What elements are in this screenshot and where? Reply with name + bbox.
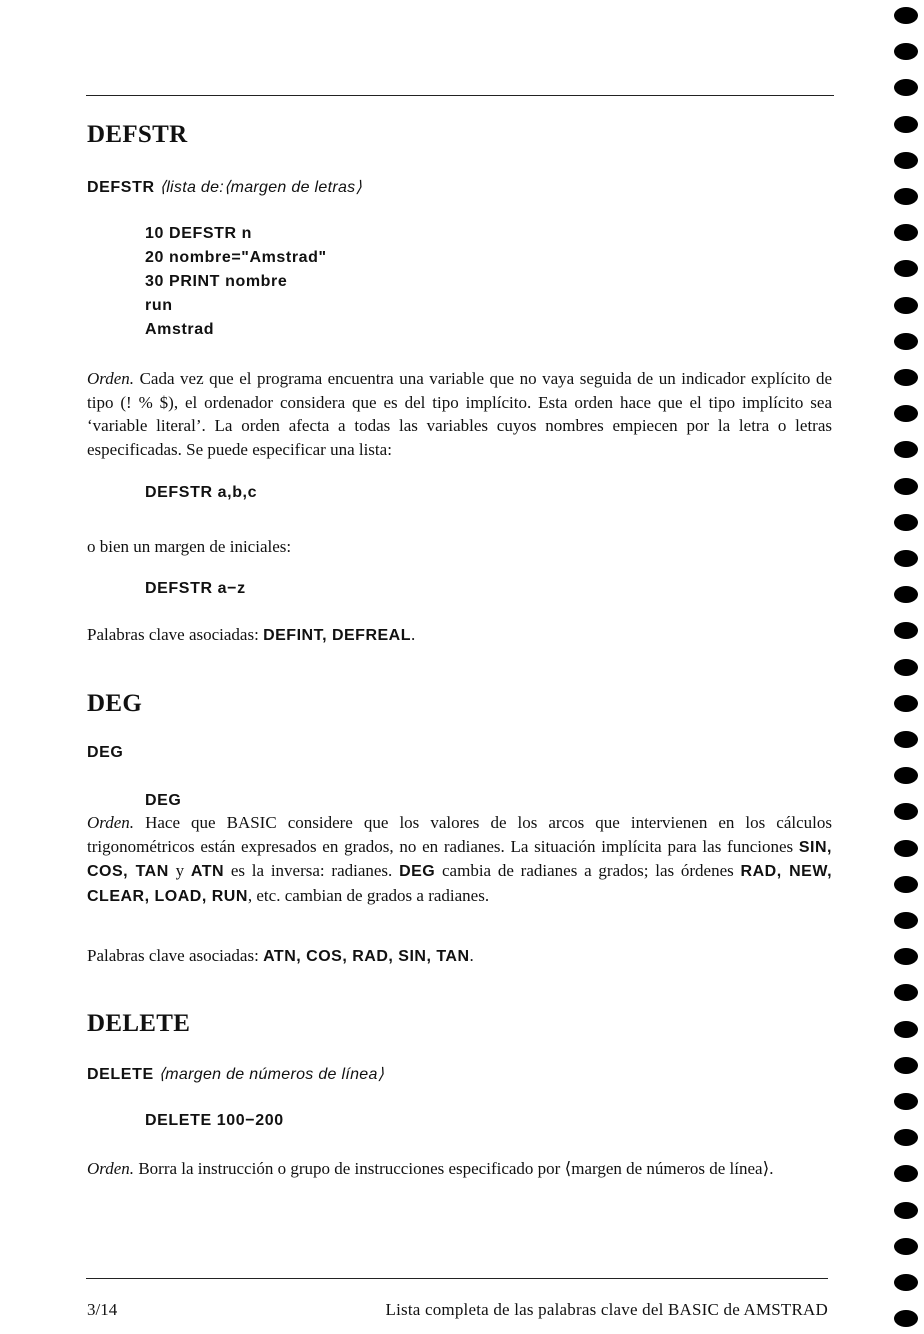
description-lead: Orden.: [87, 1159, 135, 1178]
example-range: DEFSTR a−z: [145, 580, 246, 597]
description-text: Borra la instrucción o grupo de instrucciones especificado por ⟨margen de números de línea⟩.: [138, 1159, 774, 1178]
code-example-delete: DELETE 100−200: [145, 1112, 284, 1129]
description-text: cambia de radianes a grados; las órdenes: [435, 861, 741, 880]
binding-hole: [894, 297, 918, 314]
code-line: run: [145, 297, 173, 314]
related-end: .: [469, 946, 474, 965]
keyword-inline: SIN, COS, TAN: [87, 838, 832, 880]
binding-hole: [894, 622, 918, 639]
description-delete: [87, 1157, 832, 1181]
binding-hole: [894, 369, 918, 386]
heading-deg: DEG: [87, 690, 143, 717]
binding-hole: [894, 948, 918, 965]
description-lead: Orden.: [87, 369, 135, 388]
related-label: Palabras clave asociadas:: [87, 625, 259, 644]
related-deg: [87, 944, 832, 969]
syntax-delete: [87, 1064, 384, 1084]
binding-hole: [894, 116, 918, 133]
description-text: Cada vez que el programa encuentra una variable que no vaya seguida de un indicador explícito de tipo (! % $), el ordenador considera que es del tipo implícito. Esta orden hace que el tipo implícito sea ‘variable literal’. La orden afecta a todas las variables cuyos nombres empiecen por la letra o letras especificadas. Se puede especificar una lista:: [87, 369, 832, 459]
binding-hole: [894, 1093, 918, 1110]
description-text: es la inversa: radianes.: [224, 861, 400, 880]
code-example-deg: DEG: [145, 792, 182, 809]
example-list: DEFSTR a,b,c: [145, 484, 258, 501]
binding-hole: [894, 1129, 918, 1146]
binding-hole: [894, 441, 918, 458]
binding-hole: [894, 876, 918, 893]
description-deg: [87, 811, 832, 908]
binding-hole: [894, 840, 918, 857]
binding-hole: [894, 405, 918, 422]
binding-hole: [894, 1238, 918, 1255]
binding-hole: [894, 152, 918, 169]
binding-hole: [894, 7, 918, 24]
syntax-argument: ⟨lista de:⟨margen de letras⟩: [159, 179, 362, 196]
binding-hole: [894, 695, 918, 712]
syntax-deg: DEG: [87, 744, 124, 761]
heading-defstr: DEFSTR: [87, 121, 188, 148]
binding-hole: [894, 260, 918, 277]
binding-hole: [894, 514, 918, 531]
binding-hole: [894, 984, 918, 1001]
binding-hole: [894, 43, 918, 60]
page-number: 3/14: [87, 1300, 118, 1319]
related-keywords: DEFINT, DEFREAL: [263, 627, 412, 644]
binding-hole: [894, 1274, 918, 1291]
code-line: 30 PRINT nombre: [145, 273, 288, 290]
binding-hole: [894, 586, 918, 603]
binding-hole: [894, 1310, 918, 1327]
description-text: Hace que BASIC considere que los valores de los arcos que intervienen en los cálculos trigonométricos están expresados en grados, no en radianes. La situación implícita para las funciones: [87, 813, 832, 856]
top-rule: [86, 95, 834, 96]
description-text: y: [168, 861, 191, 880]
binding-hole: [894, 731, 918, 748]
bottom-rule: [86, 1278, 828, 1279]
binding-hole: [894, 550, 918, 567]
keyword-inline: ATN: [190, 863, 225, 880]
binding-hole: [894, 79, 918, 96]
code-line: Amstrad: [145, 321, 215, 338]
related-end: .: [411, 625, 416, 644]
binding-hole: [894, 333, 918, 350]
description-lead: Orden.: [87, 813, 135, 832]
related-keywords: ATN, COS, RAD, SIN, TAN: [263, 948, 470, 965]
syntax-keyword: DELETE: [87, 1066, 154, 1083]
binding-hole: [894, 912, 918, 929]
binding-hole: [894, 478, 918, 495]
range-text: o bien un margen de iniciales:: [87, 537, 292, 556]
code-line: 10 DEFSTR n: [145, 225, 253, 242]
description-defstr: [87, 367, 832, 461]
binding-hole: [894, 1202, 918, 1219]
keyword-inline: DEG: [399, 863, 436, 880]
keyword-inline: RAD, NEW, CLEAR, LOAD, RUN: [87, 863, 833, 905]
binding-hole: [894, 767, 918, 784]
syntax-defstr: [87, 177, 362, 197]
code-line: 20 nombre="Amstrad": [145, 249, 327, 266]
description-text: , etc. cambian de grados a radianes.: [247, 885, 490, 905]
syntax-keyword: DEFSTR: [87, 179, 155, 196]
binding-hole: [894, 659, 918, 676]
related-label: Palabras clave asociadas:: [87, 946, 259, 965]
syntax-argument: ⟨margen de números de línea⟩: [158, 1066, 385, 1083]
code-example-defstr: [145, 222, 327, 342]
running-title: Lista completa de las palabras clave del BASIC de AMSTRAD: [385, 1300, 828, 1319]
binding-hole: [894, 1021, 918, 1038]
binding-hole: [894, 1165, 918, 1182]
binding-hole: [894, 224, 918, 241]
related-defstr: [87, 623, 832, 648]
binding-hole: [894, 1057, 918, 1074]
binding-hole: [894, 188, 918, 205]
heading-delete: DELETE: [87, 1010, 191, 1037]
binding-hole: [894, 803, 918, 820]
